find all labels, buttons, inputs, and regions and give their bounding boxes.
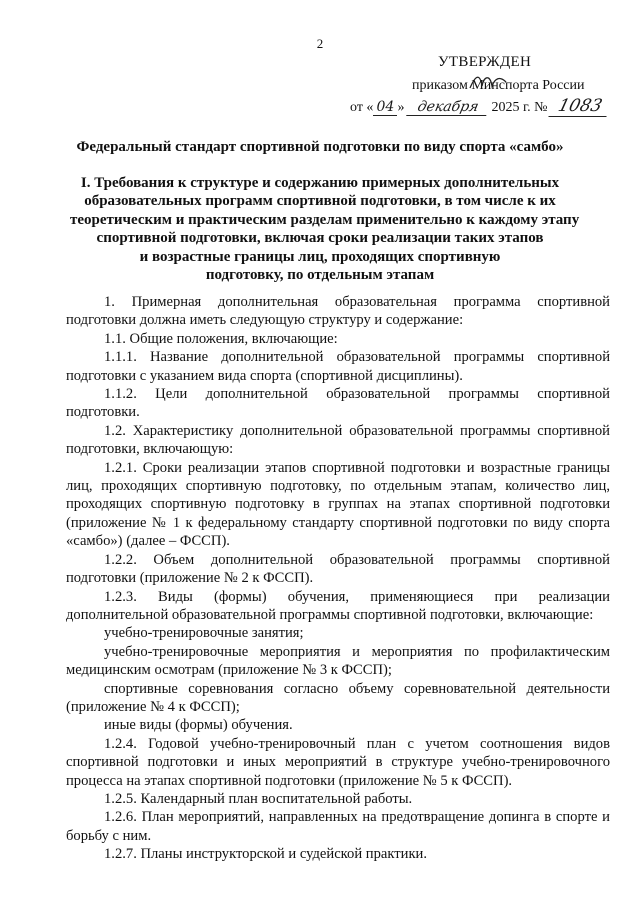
signature-scribble (468, 72, 508, 92)
date-month-handwritten: декабря (406, 99, 490, 116)
approval-order: приказом Минспорта России (412, 78, 585, 93)
heading-line: и возрастные границы лиц, проходящих спортивную (139, 248, 501, 265)
list-item-other-forms: иные виды (формы) обучения. (104, 717, 293, 734)
heading-line: образовательных программ спортивной подготовки, в том числе к их (84, 193, 556, 210)
heading-line: спортивной подготовки, включая сроки реализации таких этапов (96, 230, 544, 247)
heading-line: I. Требования к структуре и содержанию примерных дополнительных (80, 175, 560, 191)
section-heading (70, 174, 580, 284)
paragraph-1-2-3: 1.2.3. Виды (формы) обучения, применяющиеся при реализации дополнительной образовательной программы спортивной подготовки, включающие: (66, 588, 610, 623)
paragraph-1-1-1: 1.1.1. Название дополнительной образовательной программы спортивной подготовки с указанием вида спорта (спортивной дисциплины). (66, 349, 610, 384)
list-item-training-sessions: учебно-тренировочные занятия; (104, 625, 304, 642)
paragraph-1-2: 1.2. Характеристику дополнительной образовательной программы спортивной подготовки, включающую: (66, 422, 610, 458)
paragraph-1-2-2: 1.2.2. Объем дополнительной образовательной программы спортивной подготовки (приложение № 2 к ФССП). (66, 551, 610, 587)
paragraph-1-1: 1.1. Общие положения, включающие: (104, 330, 338, 347)
list-item-competitions: спортивные соревнования согласно объему соревновательной деятельности (приложение № 4 к ФССП); (66, 680, 610, 715)
approval-title: УТВЕРЖДЕН (438, 54, 532, 70)
document-title: Федеральный стандарт спортивной подготовки по виду спорта «самбо» (76, 139, 564, 155)
order-number-handwritten: 1083 (548, 96, 611, 117)
document-body (66, 293, 610, 864)
paragraph-1: 1. Примерная дополнительная образовательная программа спортивной подготовки должна иметь следующую структуру и содержание: (66, 294, 610, 329)
date-year: 2025 г. № (491, 100, 548, 115)
paragraph-1-2-7: 1.2.7. Планы инструкторской и судейской практики. (104, 846, 427, 863)
heading-line: теоретическим и практическим разделам применительно к каждому этапу (70, 211, 580, 228)
list-item-training-events: учебно-тренировочные мероприятия и мероприятия по профилактическим медицинским осмотрам (приложение № 3 к ФССП); (66, 643, 610, 679)
approval-date-line (350, 96, 609, 117)
page-number: 2 (316, 36, 324, 51)
heading-line: подготовку, по отдельным этапам (205, 267, 435, 284)
paragraph-1-2-1: 1.2.1. Сроки реализации этапов спортивной подготовки и возрастные границы лиц, проходящих спортивную подготовку, по отдельным этапам, количество лиц, проходящих спортивную подготовку в группах на этапах спортивной подготовки (приложение № 1 к федеральному стандарту спортивной подготовки по виду спорта «самбо») (далее – ФССП). (66, 459, 610, 550)
paragraph-1-2-6: 1.2.6. План мероприятий, направленных на предотвращение допинга в спорте и борьбу с ним. (66, 809, 610, 844)
date-mid: » (397, 100, 405, 115)
paragraph-1-2-5: 1.2.5. Календарный план воспитательной работы. (104, 790, 413, 807)
date-day-handwritten: 04 (373, 99, 397, 116)
date-prefix: от « (350, 100, 374, 115)
paragraph-1-1-2: 1.1.2. Цели дополнительной образовательной программы спортивной подготовки. (66, 386, 610, 421)
paragraph-1-2-4: 1.2.4. Годовой учебно-тренировочный план с учетом соотношения видов спортивной подготовки и иных мероприятий в структуре учебно-тренировочного процесса на этапах спортивной подготовки (приложение № 5 к ФССП). (66, 735, 610, 789)
